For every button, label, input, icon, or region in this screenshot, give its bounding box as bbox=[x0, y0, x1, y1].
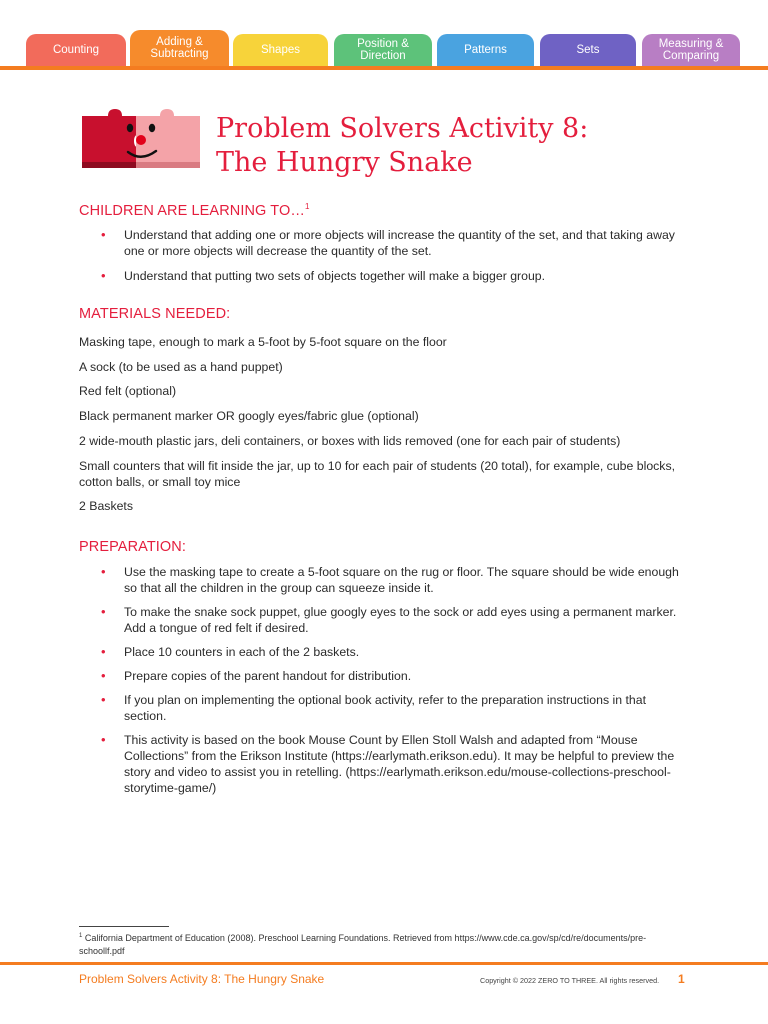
tab-label: Measuring & Comparing bbox=[658, 38, 724, 62]
list-item: • If you plan on implementing the optional book activity, refer to the preparation instructions in that section. bbox=[79, 692, 689, 724]
puzzle-logo-icon bbox=[78, 108, 204, 172]
list-item: • Use the masking tape to create a 5-foot square on the rug or floor. The square should be wide enough so that all the children in the group can squeeze inside it. bbox=[79, 564, 689, 596]
tab-label: Adding & Subtracting bbox=[150, 36, 209, 60]
material-item: Red felt (optional) bbox=[79, 384, 177, 398]
title-line-1: Problem Solvers Activity 8: bbox=[216, 113, 589, 144]
page-title bbox=[216, 112, 736, 180]
copyright: Copyright © 2022 ZERO TO THREE. All rights reserved. bbox=[480, 976, 660, 985]
footnote-text: California Department of Education (2008). Preschool Learning Foundations. Retrieved from https://www.cde.ca.gov/sp/cd/re/documents/pre-schoollf.pdf bbox=[79, 933, 647, 956]
footnote-number: 1 bbox=[79, 933, 83, 939]
learning-list bbox=[79, 227, 689, 284]
page-number: 1 bbox=[678, 972, 685, 986]
tab-label: Position & Direction bbox=[357, 38, 409, 62]
tab-label: Patterns bbox=[464, 44, 507, 56]
tab-sets[interactable] bbox=[540, 34, 636, 66]
list-item: • Understand that putting two sets of objects together will make a bigger group. bbox=[79, 268, 689, 284]
title-line-2: The Hungry Snake bbox=[216, 147, 473, 178]
list-item: • Understand that adding one or more objects will increase the quantity of the set, and that taking away one or more objects will decrease the quantity of the set. bbox=[79, 227, 689, 259]
material-item: 2 Baskets bbox=[79, 499, 133, 513]
list-item: • To make the snake sock puppet, glue googly eyes to the sock or add eyes using a permanent marker. Add a tongue of red felt if desired. bbox=[79, 604, 689, 636]
tab-measuring-comparing[interactable] bbox=[642, 34, 740, 66]
list-item: • This activity is based on the book Mouse Count by Ellen Stoll Walsh and adapted from “Mouse Collections” from the Erikson Institute (https://earlymath.erikson.edu). It may be helpful to preview the story and video to assist you in retelling. (https://earlymath.erikson.edu/mouse-collections-preschool-storytime-game/) bbox=[79, 732, 689, 796]
learning-heading bbox=[79, 202, 310, 219]
material-item: Masking tape, enough to mark a 5-foot by 5-foot square on the floor bbox=[79, 335, 447, 349]
preparation-heading: PREPARATION: bbox=[79, 539, 187, 555]
list-item: • Prepare copies of the parent handout for distribution. bbox=[79, 668, 689, 684]
material-item: 2 wide-mouth plastic jars, deli containers, or boxes with lids removed (one for each pair of students) bbox=[79, 434, 621, 448]
preparation-list bbox=[79, 564, 689, 796]
tab-counting[interactable] bbox=[26, 34, 126, 66]
footnote bbox=[79, 930, 679, 958]
learning-heading-text: CHILDREN ARE LEARNING TO… bbox=[79, 202, 305, 219]
material-item: Small counters that will fit inside the jar, up to 10 for each pair of students (20 total), for example, cube blocks, cotton balls, or small toy mice bbox=[79, 459, 676, 489]
tab-divider bbox=[0, 66, 768, 70]
materials-heading: MATERIALS NEEDED: bbox=[79, 306, 231, 322]
tab-label: Counting bbox=[52, 44, 100, 56]
tab-label: Shapes bbox=[260, 44, 300, 56]
tab-shapes[interactable] bbox=[233, 34, 328, 66]
list-item: • Place 10 counters in each of the 2 baskets. bbox=[79, 644, 689, 660]
tab-label: Sets bbox=[576, 44, 600, 56]
footnote-ref[interactable]: 1 bbox=[304, 202, 310, 211]
footer-title: Problem Solvers Activity 8: The Hungry Snake bbox=[79, 972, 325, 986]
footnote-divider bbox=[79, 926, 169, 927]
footer-divider bbox=[0, 962, 768, 965]
tab-adding-subtracting[interactable] bbox=[130, 30, 229, 66]
material-item: Black permanent marker OR googly eyes/fabric glue (optional) bbox=[79, 409, 419, 423]
tab-position-direction[interactable] bbox=[334, 34, 432, 66]
material-item: A sock (to be used as a hand puppet) bbox=[79, 360, 283, 374]
topic-tabs bbox=[0, 30, 768, 70]
tab-patterns[interactable] bbox=[437, 34, 534, 66]
